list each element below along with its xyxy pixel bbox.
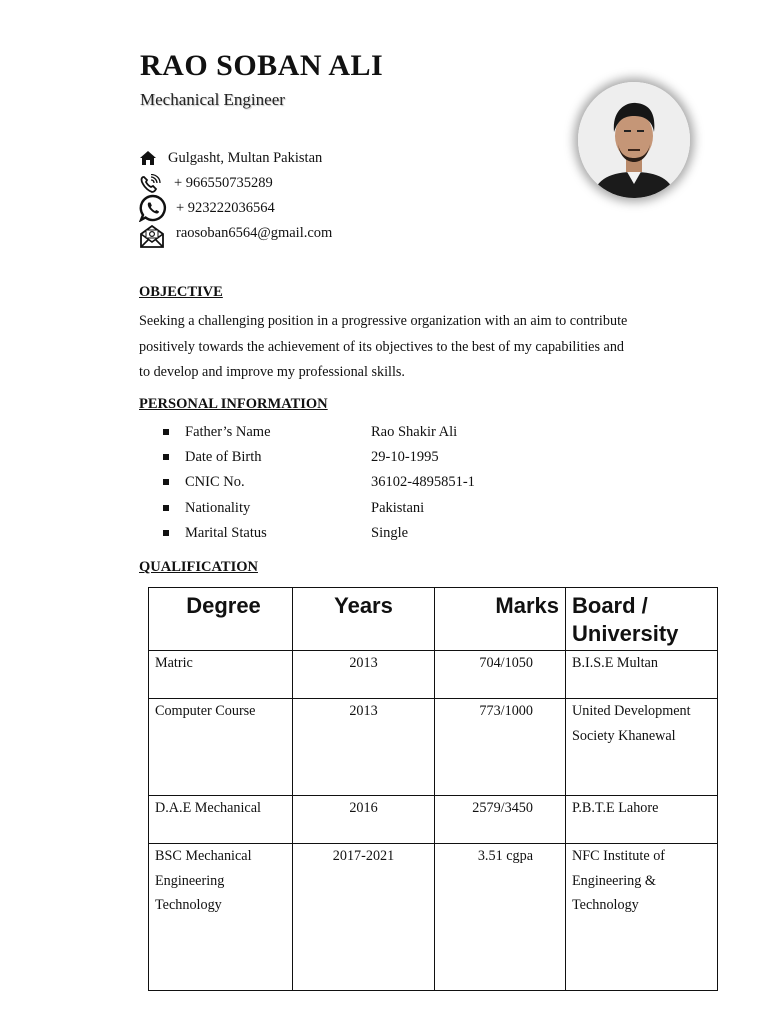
column-header: Years: [293, 588, 435, 651]
table-cell: P.B.T.E Lahore: [566, 796, 718, 844]
personal-info-heading: PERSONAL INFORMATION: [139, 396, 328, 412]
table-cell: B.I.S.E Multan: [566, 651, 718, 699]
personal-info-label: Father’s Name: [185, 424, 271, 440]
table-cell: 2016: [293, 796, 435, 844]
personal-info-item: [160, 422, 560, 442]
objective-line: positively towards the achievement of its objectives to the best of my capabilities and: [139, 338, 625, 355]
table-cell: 2017-2021: [293, 844, 435, 991]
home-icon: [139, 150, 157, 172]
personal-info-item: [160, 472, 560, 492]
table-cell: Computer Course: [149, 699, 293, 796]
table-cell: D.A.E Mechanical: [149, 796, 293, 844]
table-cell: 704/1050: [435, 651, 566, 699]
table-header-row: [149, 588, 718, 651]
table-row: [149, 796, 718, 844]
personal-info-value: Single: [371, 525, 409, 541]
bullet: [163, 454, 169, 460]
personal-info-label: CNIC No.: [185, 474, 245, 490]
whatsapp-text: + 923222036564: [176, 200, 275, 216]
email-text: raosoban6564@gmail.com: [176, 225, 333, 241]
table-cell: United Development Society Khanewal: [566, 699, 718, 796]
table-cell: 2013: [293, 651, 435, 699]
profile-photo: [578, 82, 690, 198]
qualification-table: [148, 587, 718, 991]
table-cell: 2013: [293, 699, 435, 796]
bullet: [163, 505, 169, 511]
table-cell: Matric: [149, 651, 293, 699]
personal-info-value: 29-10-1995: [371, 449, 439, 465]
personal-info-item: [160, 447, 560, 467]
table-cell: BSC Mechanical Engineering Technology: [149, 844, 293, 991]
objective-paragraph: [139, 309, 699, 386]
job-title: Mechanical Engineer: [140, 90, 285, 109]
personal-info-label: Date of Birth: [185, 449, 262, 465]
table-cell: 3.51 cgpa: [435, 844, 566, 991]
column-header: Board / University: [566, 588, 718, 651]
address-text: Gulgasht, Multan Pakistan: [168, 150, 323, 166]
objective-line: to develop and improve my professional skills.: [139, 364, 405, 380]
column-header: Degree: [149, 588, 293, 651]
table-cell: 773/1000: [435, 699, 566, 796]
bullet: [163, 479, 169, 485]
table-row: [149, 844, 718, 991]
personal-info-item: [160, 498, 560, 518]
table-row: [149, 699, 718, 796]
personal-info-value: 36102-4895851-1: [371, 474, 475, 490]
objective-line: Seeking a challenging position in a progressive organization with an aim to contribute: [139, 313, 628, 329]
personal-info-label: Marital Status: [185, 525, 267, 541]
bullet: [163, 530, 169, 536]
bullet: [163, 429, 169, 435]
whatsapp-icon: [139, 194, 167, 228]
table-cell: 2579/3450: [435, 796, 566, 844]
table-cell: NFC Institute of Engineering & Technology: [566, 844, 718, 991]
objective-heading: OBJECTIVE: [139, 284, 223, 300]
column-header: Marks: [435, 588, 566, 651]
qualification-heading: QUALIFICATION: [139, 559, 258, 575]
personal-info-value: Pakistani: [371, 500, 425, 516]
personal-info-item: [160, 523, 560, 543]
profile-photo-portrait: [578, 82, 690, 198]
personal-info-value: Rao Shakir Ali: [371, 424, 458, 440]
resume-name: RAO SOBAN ALI: [140, 49, 384, 82]
phone-text: + 966550735289: [174, 175, 273, 191]
table-row: [149, 651, 718, 699]
email-icon: [139, 225, 165, 255]
personal-info-label: Nationality: [185, 500, 251, 516]
